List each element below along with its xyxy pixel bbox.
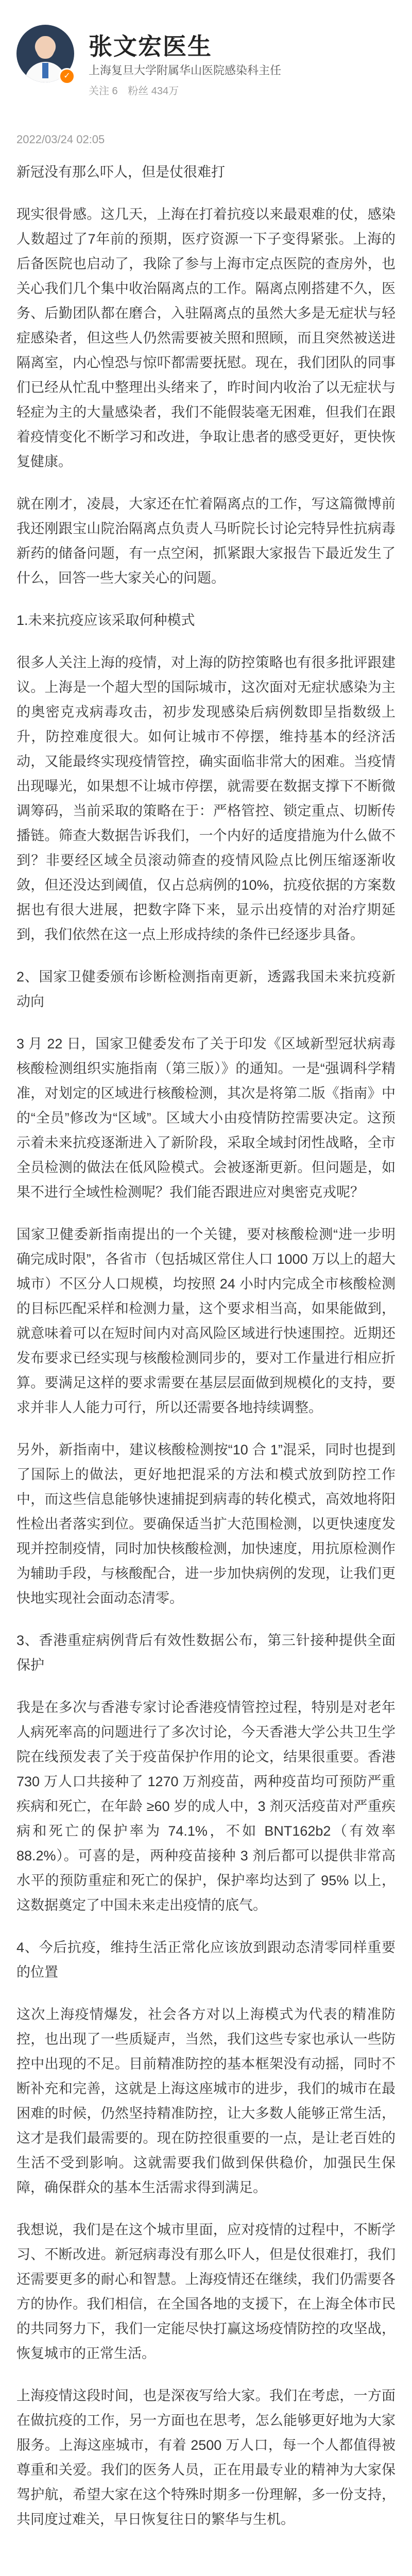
author-bio: 上海复旦大学附属华山医院感染科主任 xyxy=(89,64,282,77)
avatar-face xyxy=(36,36,55,59)
post-paragraph: 现实很骨感。这几天，上海在打着抗疫以来最艰难的仗，感染人数超过了7年前的预期，医疗资源一下子变得紧张。上海的后备医院也启动了，我除了参与上海市定点医院的查房外，也关心我们几个集中收治隔离点的工作。隔离点刚搭建不久，医务、后勤团队都在磨合，入驻隔离点的虽然大多是无症状与轻症感染者，但这些人仍然需要被关照和照顾，而且突然被送进隔离室，内心惶恐与惊吓都需要抚慰。现在，我们团队的同事们已经从忙乱中整理出头绪来了，昨时间内收治了以无症状与轻症为主的大量感染者，我们不能假装毫无困难，但我们在跟着疫情变化不断学习和改进，争取让患者的感受更好，更快恢复健康。 xyxy=(16,207,396,469)
post-body xyxy=(16,160,396,2549)
post-paragraph: 我想说，我们是在这个城市里面，应对疫情的过程中，不断学习、不断改进。新冠病毒没有那么吓人，但是仗很难打，我们还需要更多的耐心和智慧。上海疫情还在继续，我们仍需要各方的协作。我们相信，在全国各地的支援下，在上海全体市民的共同努力下，我们一定能尽快打赢这场疫情防控的攻坚战，恢复城市的正常生活。 xyxy=(16,2222,396,2361)
post-paragraph: 国家卫健委新指南提出的一个关键，要对核酸检测“进一步明确完成时限”，各省市（包括城区常住人口 1000 万以上的超大城市）不区分人口规模，均按照 24 小时内完成全市核酸检测的目标匹配采样和检测力量，这个要求相当高，如果能做到，就意味着可以在短时间内对高风险区域进行快速围控。近期还发布要求已经实现与核酸检测同步的，要对工作量进行相应折算。要满足这样的要求需要在基层层面做到规模化的支持，要求并非人人能力可行，所以还需要各地持续调整。 xyxy=(16,1227,396,1415)
post-paragraph: 另外，新指南中，建议核酸检测按“10 合 1”混采，同时也提到了国际上的做法，更好地把混采的方法和模式放到防控工作中，而这些信息能够快速捕捉到病毒的转化模式，高效地将阳性检出者落实到位。要确保适当扩大范围检测，以更快速度发现并控制疫情，同时加快核酸检测，加快速度，用抗原检测作为辅助手段，与核酸配合，进一步加快病例的发现，让我们更快地实现社会面动态清零。 xyxy=(16,1442,396,1606)
post-paragraph: 3 月 22 日，国家卫健委发布了关于印发《区域新型冠状病毒核酸检测组织实施指南（第三版）》的通知。一是“强调科学精准，对划定的区域进行核酸检测，其次是将第二版《指南》中的“全员”修改为“区域”。区域大小由疫情防控需要决定。这预示着未来抗疫逐渐进入了新阶段，采取全域封闭性战略，全市全员检测的做法在低风险模式。会被逐渐更新。但问题是，如果不进行全域性检测呢？我们能否跟进应对奥密克戎呢？ xyxy=(16,1036,396,1200)
post-paragraph: 就在刚才，凌晨，大家还在忙着隔离点的工作，写这篇微博前我还刚跟宝山院治隔离点负责人马昕院长讨论完特异性抗病毒新药的储备问题，有一点空闲，抓紧跟大家报告下最近发生了什么，回答一些大家关心的问题。 xyxy=(16,496,396,586)
following-count[interactable]: 关注 6 xyxy=(89,86,118,97)
follower-count[interactable]: 粉丝 434万 xyxy=(128,86,179,97)
post-paragraph: 新冠没有那么吓人，但是仗很难打 xyxy=(16,164,225,180)
avatar-tie xyxy=(42,63,48,78)
post-paragraph: 很多人关注上海的疫情，对上海的防控策略也有很多批评跟建议。上海是一个超大型的国际城市，这次面对无症状感染为主的奥密克戎病毒攻击，初步发现感染后病例数即呈指数级上升，防控难度很大。如何让城市不停摆，维持基本的经济活动，又能最终实现疫情管控，确实面临非常大的困难。当疫情出现曝光，如果想不让城市停摆，就需要在数据支撑下不断微调筹码，当前采取的策略在于：严格管控、锁定重点、切断传播链。筛查大数据告诉我们，一个内好的适度措施为什么做不到？非要经区域全员滚动筛查的疫情风险点比例压缩逐渐收敛，但还没达到阈值，仅占总病例的10%，抗疫依据的方案数据也有很大进展，把数字降下来，显示出疫情的对治疗期延到，我们依然在这一点上形成持续的条件已经逐步具备。 xyxy=(16,655,396,942)
post-paragraph: 我是在多次与香港专家讨论香港疫情管控过程，特别是对老年人病死率高的问题进行了多次讨论，今天香港大学公共卫生学院在线预发表了关于疫苗保护作用的论文，结果很重要。香港 730 万人口共接种了 1270 万剂疫苗，两种疫苗均可预防严重疾病和死亡，在年龄 ≥60 岁的成人中，3 剂灭活疫苗对严重疾病和死亡的保护率为 74.1%，不如 BNT162b2（有效率 88.2%）。可喜的是，两种疫苗接种 3 剂后都可以提供非常高水平的预防重症和死亡的保护，保护率均达到了 95% 以上，这数据奠定了中国未来走出疫情的底气。 xyxy=(16,1700,396,1913)
section-heading: 2、国家卫健委颁布诊断检测指南更新，透露我国未来抗疫新动向 xyxy=(16,969,396,1009)
post-paragraph: 这次上海疫情爆发，社会各方对以上海模式为代表的精准防控，也出现了一些质疑声，当然，我们这些专家也承认一些防控中出现的不足。目前精准防控的基本框架没有动摇，同时不断补充和完善，这就是上海这座城市的进步，我们的城市在最困难的时候，仍然坚持精准防控，让大多数人能够正常生活，这才是我们最需要的。现在防控很重要的一点，是让老百姓的生活不受到影响。这就需要我们做到保供稳价，加强民生保障，确保群众的基本生活需求得到满足。 xyxy=(16,2007,396,2195)
author-header xyxy=(16,21,396,124)
verified-badge-icon: ✓ xyxy=(59,68,75,84)
author-name[interactable]: 张文宏医生 xyxy=(89,33,212,60)
author-follow-meta xyxy=(89,82,186,97)
section-heading: 3、香港重症病例背后有效性数据公布，第三针接种提供全面保护 xyxy=(16,1633,396,1673)
section-heading: 1.未来抗疫应该采取何种模式 xyxy=(16,613,195,628)
post-paragraph: 上海疫情这段时间，也是深夜写给大家。我们在考虑，一方面在做抗疫的工作，另一方面也在思考，怎么能够更好地为大家服务。上海这座城市，有着 2500 万人口，每一个人都值得被尊重和关爱。我们的医务人员，正在用最专业的精神为大家保驾护航，希望大家在这个特殊时期多一份理解，多一份支持，共同度过难关，早日恢复往日的繁华与生机。 xyxy=(16,2388,396,2527)
section-heading: 4、今后抗疫，维持生活正常化应该放到跟动态清零同样重要的位置 xyxy=(16,1940,396,1980)
post-date: 2022/03/24 02:05 xyxy=(16,133,105,146)
